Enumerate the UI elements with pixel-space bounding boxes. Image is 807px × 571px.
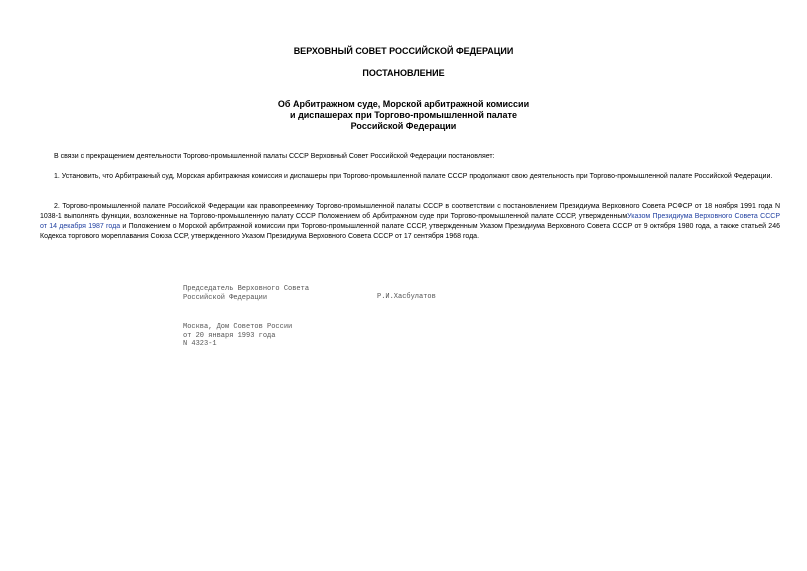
intro-paragraph: В связи с прекращением деятельности Торгово-промышленной палаты СССР Верховный Совет Российской Федерации постановляет: [54, 153, 495, 160]
document-title [40, 99, 767, 132]
place: Москва, Дом Советов России [183, 323, 293, 331]
place-date-block [183, 323, 292, 349]
title-line-3: Российской Федерации [350, 121, 457, 131]
document-type: ПОСТАНОВЛЕНИЕ [362, 68, 445, 78]
paragraph-2 [40, 202, 780, 242]
paragraph-2-text-after-link: и Положением о Морской арбитражной комиссии при Торгово-промышленной палате СССР, утвержденным Указом Президиума Верховного Совета СССР от 9 октября 1980 года, а также статьей 246 Кодекса торгового мореплавания Союза ССР, утвержденного Указом Президиума Верховного Совета СССР от 17 сентября 1968 года. [40, 223, 780, 240]
title-line-1: Об Арбитражном суде, Морской арбитражной комиссии [277, 99, 530, 109]
decree-link[interactable]: Указом Президиума Верховного Совета СССР от 14 декабря 1987 года [40, 213, 780, 230]
signatory-position [183, 285, 309, 302]
paragraph-2-text-before-link: 2. Торгово-промышленной палате Российской Федерации как правопреемнику Торгово-промышленной палаты СССР в соответствии с постановлением Президиума Верховного Совета РСФСР от 18 ноября 1991 года N 1038-1 выполнять функции, возложенные на Торгово-промышленную палату СССР Положением об Арбитражном суде при Торгово-промышленной палате СССР, утвержденным [40, 203, 780, 220]
signatory-name: Р.И.Хасбулатов [377, 293, 436, 301]
document-authority: ВЕРХОВНЫЙ СОВЕТ РОССИЙСКОЙ ФЕДЕРАЦИИ [293, 46, 514, 56]
date: от 20 января 1993 года [183, 331, 276, 340]
paragraph-1: 1. Установить, что Арбитражный суд, Морская арбитражная комиссия и диспашеры при Торгово-промышленной палате СССР продолжают свою деятельность при Торгово-промышленной палате Российской Федерации. [54, 173, 773, 180]
title-line-2: и диспашерах при Торгово-промышленной палате [290, 110, 517, 120]
signatory-position-line-1: Председатель Верховного Совета [183, 285, 310, 293]
signatory-position-line-2: Российской Федерации [183, 293, 268, 302]
document-number: N 4323-1 [183, 340, 217, 348]
